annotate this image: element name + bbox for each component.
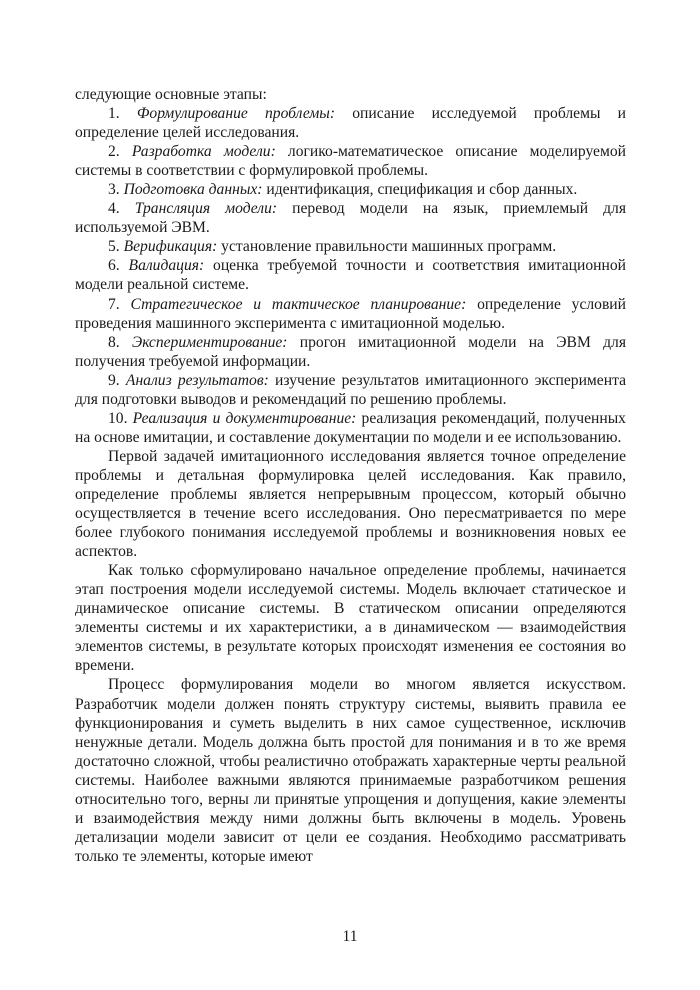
document-body — [75, 85, 626, 866]
stage-term: Валидация: — [128, 257, 205, 275]
stage-item — [75, 371, 626, 409]
stage-number: 3. — [108, 181, 120, 199]
stage-term: Реализация и документирование: — [132, 409, 357, 427]
body-paragraph: Первой задачей имитационного исследования является точное определение проблемы и детальная формулировка целей исследования. Как правило, определение проблемы является непрерывным процессом, который обычно осуществляется в течение всего исследования. Оно пересматривается по мере более глубокого понимания исследуемой проблемы и возникновения новых ее аспектов. — [75, 447, 626, 561]
stage-number: 7. — [108, 295, 120, 313]
stage-item — [75, 409, 626, 447]
body-paragraph: Как только сформулировано начальное определение проблемы, начинается этап построения модели исследуемой системы. Модель включает статическое и динамическое описание системы. В статическом описании определяются элементы системы и их характеристики, а в динамическом — взаимодействия элементов системы, в результате которых происходят изменения ее состояния во времени. — [75, 562, 626, 675]
stage-item — [75, 142, 626, 180]
stage-term: Стратегическое и тактическое планирование: — [130, 295, 467, 313]
stage-item — [75, 180, 626, 199]
stage-term: Формулирование проблемы: — [136, 105, 336, 123]
stage-item — [75, 237, 626, 256]
stage-description: определение условий проведения машинного эксперимента с имитационной моделью. — [75, 295, 626, 332]
stage-item — [75, 104, 626, 142]
stage-term: Трансляция модели: — [134, 200, 278, 218]
stage-item — [75, 199, 626, 237]
stage-term: Разработка модели: — [131, 143, 276, 161]
stage-number: 6. — [108, 257, 120, 275]
stage-description: реализация рекомендаций, полученных на основе имитации, и составление документации по модели и ее использованию. — [75, 409, 626, 446]
page-number: 11 — [342, 928, 358, 945]
stage-description: описание исследуемой проблемы и определение целей исследования. — [75, 105, 626, 142]
stage-description: перевод модели на язык, приемлемый для используемой ЭВМ. — [75, 200, 626, 237]
stage-term: Анализ результатов: — [125, 371, 269, 389]
stage-description: идентификация, спецификация и сбор данных. — [266, 181, 578, 199]
stage-number: 8. — [108, 333, 120, 351]
stage-item — [75, 256, 626, 294]
stage-description: установление правильности машинных программ. — [221, 238, 557, 256]
stage-number: 4. — [108, 200, 120, 218]
body-paragraph: Процесс формулирования модели во многом является искусством. Разработчик модели должен понять структуру системы, выявить правила ее функционирования и суметь выделить в них самое существенное, исключив ненужные детали. Модель должна быть простой для понимания и в то же время достаточно сложной, чтобы реалистично отображать характерные черты реальной системы. Наиболее важными являются принимаемые разработчиком решения относительно того, верны ли принятые упрощения и допущения, какие элементы и взаимодействия между ними должны быть включены в модель. Уровень детализации модели зависит от цели ее создания. Необходимо рассматривать только те элементы, которые имеют — [75, 676, 626, 865]
stage-term: Подготовка данных: — [123, 181, 263, 199]
stage-term: Верификация: — [123, 238, 218, 256]
stage-number: 9. — [108, 371, 120, 389]
stage-description: изучение результатов имитационного эксперимента для подготовки выводов и рекомендаций по решению проблемы. — [75, 371, 626, 408]
intro-line: следующие основные этапы: — [75, 86, 267, 103]
stage-number: 1. — [108, 105, 120, 123]
stage-number: 2. — [108, 143, 120, 161]
stage-number: 10. — [108, 409, 128, 427]
stage-item — [75, 333, 626, 371]
stage-description: прогон имитационной модели на ЭВМ для получения требуемой информации. — [75, 333, 626, 370]
stage-item — [75, 295, 626, 333]
stage-description: оценка требуемой точности и соответствия имитационной модели реальной системе. — [75, 257, 626, 294]
stage-description: логико-математическое описание моделируемой системы в соответствии с формулировкой проблемы. — [75, 143, 626, 180]
stage-term: Экспериментирование: — [131, 333, 288, 351]
stage-number: 5. — [108, 238, 120, 256]
